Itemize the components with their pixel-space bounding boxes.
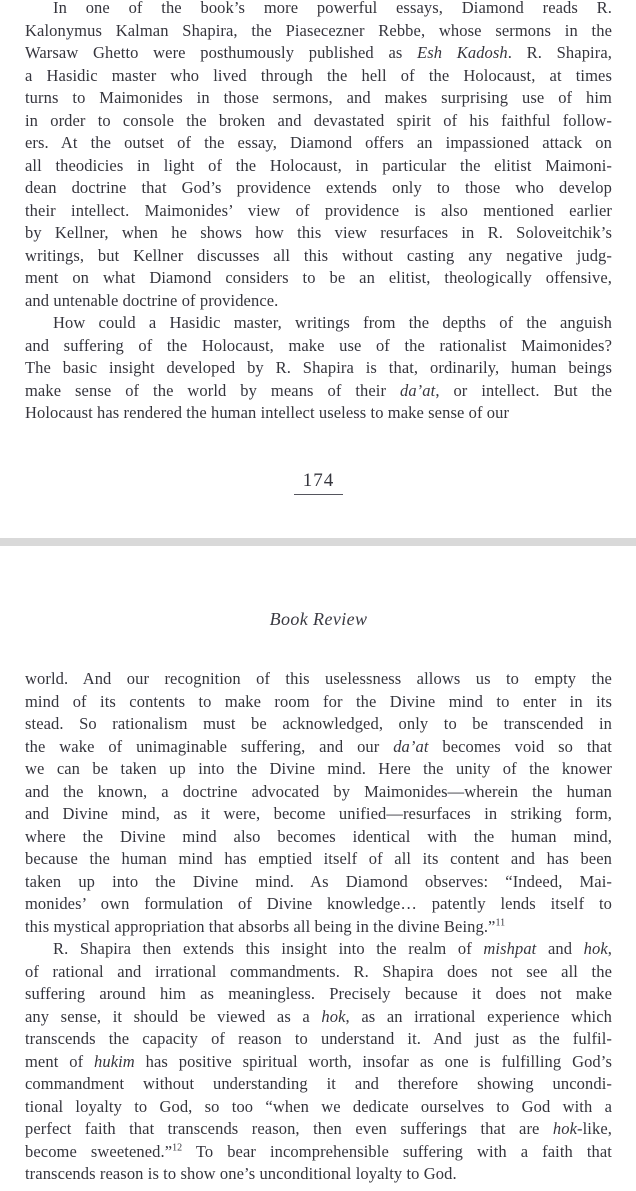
text-segment: taken up into the Divine mind. As Diamond observes: “Indeed, Mai- xyxy=(25,871,612,891)
text-segment: ers. At the outset of the essay, Diamond offers an impassioned attack on xyxy=(25,133,612,152)
text-line xyxy=(25,983,612,1006)
italic-term: da’at xyxy=(399,380,436,400)
text-line xyxy=(25,736,612,759)
text-line xyxy=(25,267,612,290)
text-line xyxy=(25,1006,612,1029)
text-segment: commandment without understanding it and therefore showing uncondi- xyxy=(25,1074,612,1093)
text-segment: ment on what Diamond considers to be an elitist, theologically offensive, xyxy=(25,268,612,287)
text-line xyxy=(25,380,612,403)
text-line xyxy=(25,245,612,268)
text-segment: all theodicies in light of the Holocaust, in particular the elitist Maimoni- xyxy=(25,155,612,175)
body-text-bottom xyxy=(25,668,612,1186)
text-segment: monides’ own formulation of Divine knowledge… patently lends itself to xyxy=(25,894,612,913)
italic-term: hok xyxy=(321,1006,346,1026)
text-line xyxy=(25,42,612,65)
text-segment: their intellect. Maimonides’ view of providence is also mentioned earlier xyxy=(25,200,612,220)
footnote-ref: 12 xyxy=(172,1142,183,1153)
text-line xyxy=(25,781,612,804)
page-number-wrap xyxy=(25,469,612,495)
text-segment: becomes void so that xyxy=(428,736,612,756)
italic-term: hok xyxy=(583,939,608,958)
text-line xyxy=(25,20,612,43)
paragraph xyxy=(25,0,612,312)
text-segment: dean doctrine that God’s providence extends only to those who develop xyxy=(25,178,612,197)
text-segment: become sweetened.” xyxy=(25,1141,173,1161)
text-segment: Holocaust has rendered the human intellect useless to make sense of our xyxy=(25,403,510,422)
text-line xyxy=(25,1051,612,1074)
page-top xyxy=(0,0,636,538)
text-line xyxy=(25,1096,612,1119)
text-segment: any sense, it should be viewed as a xyxy=(25,1006,322,1026)
text-segment: world. And our recognition of this uselessness allows us to empty the xyxy=(25,669,612,688)
page-separator xyxy=(0,538,636,546)
text-line xyxy=(25,177,612,200)
text-segment: , or intellect. But the xyxy=(435,380,612,400)
text-segment: the wake of unimaginable suffering, and our xyxy=(25,736,394,756)
text-segment: has positive spiritual worth, insofar as one is fulfilling God’s xyxy=(134,1051,612,1071)
text-line xyxy=(25,402,612,425)
text-line xyxy=(25,893,612,916)
text-segment: In one of the book’s more powerful essays, Diamond reads R. xyxy=(53,0,612,17)
text-line xyxy=(25,938,612,961)
text-segment: Warsaw Ghetto were posthumously published as xyxy=(25,43,418,62)
paragraph xyxy=(25,668,612,938)
text-segment: ment of xyxy=(25,1051,94,1071)
running-header: Book Review xyxy=(269,609,368,629)
text-segment: of rational and irrational commandments. R. Shapira does not see all the xyxy=(25,961,612,981)
text-segment: , as an irrational experience which xyxy=(345,1006,613,1026)
text-segment: writings, but Kellner discusses all this without casting any negative judg- xyxy=(25,245,612,265)
text-segment: R. Shapira then extends this insight into the realm of xyxy=(53,939,484,958)
text-line xyxy=(25,335,612,358)
text-segment: perfect faith that transcends reason, then even sufferings that are xyxy=(25,1119,553,1138)
text-segment: this mystical appropriation that absorbs all being in the divine Being.” xyxy=(25,916,496,936)
text-line xyxy=(25,155,612,178)
text-segment: a Hasidic master who lived through the hell of the Holocaust, at times xyxy=(25,65,612,85)
text-line xyxy=(25,1163,612,1186)
text-line xyxy=(25,290,612,313)
text-line xyxy=(25,312,612,335)
footnote-ref: 11 xyxy=(495,917,506,928)
text-segment: and Divine mind, as it were, become unified—resurfaces in striking form, xyxy=(25,804,612,823)
text-segment: turns to Maimonides in those sermons, and makes surprising use of him xyxy=(25,88,612,107)
italic-term: mishpat xyxy=(483,939,537,958)
text-segment: , xyxy=(607,939,612,958)
text-segment: The basic insight developed by R. Shapira is that, ordinarily, human beings xyxy=(25,358,612,377)
text-line xyxy=(25,87,612,110)
paragraph xyxy=(25,938,612,1186)
text-segment: To bear incomprehensible suffering with a faith that xyxy=(182,1141,612,1161)
text-line xyxy=(25,668,612,691)
text-segment: tional loyalty to God, so too “when we dedicate ourselves to God with a xyxy=(25,1096,612,1116)
italic-term: hok xyxy=(552,1119,578,1138)
text-segment: and suffering of the Holocaust, make use of the rationalist Maimonides? xyxy=(25,335,612,355)
text-segment: where the Divine mind also becomes identical with the human mind, xyxy=(25,826,612,846)
text-line xyxy=(25,1028,612,1051)
text-segment: How could a Hasidic master, writings from the depths of the anguish xyxy=(53,313,612,332)
text-segment: make sense of the world by means of their xyxy=(25,380,400,400)
italic-term: da’at xyxy=(393,736,429,756)
text-line xyxy=(25,848,612,871)
text-line xyxy=(25,713,612,736)
text-line xyxy=(25,691,612,714)
page-number: 174 xyxy=(294,469,344,495)
text-line xyxy=(25,0,612,20)
text-line xyxy=(25,803,612,826)
text-line xyxy=(25,871,612,894)
text-segment: we can be taken up into the Divine mind. Here the unity of the knower xyxy=(25,759,612,778)
text-line xyxy=(25,1141,612,1164)
paragraph xyxy=(25,312,612,425)
text-line xyxy=(25,826,612,849)
text-segment: in order to console the broken and devastated spirit of his faithful follow- xyxy=(25,110,612,130)
text-line xyxy=(25,961,612,984)
text-line xyxy=(25,916,612,939)
body-text-top xyxy=(25,0,612,425)
text-segment: stead. So rationalism must be acknowledged, only to be transcended in xyxy=(25,714,612,733)
text-segment: transcends reason is to show one’s unconditional loyalty to God. xyxy=(25,1164,457,1183)
text-segment: by Kellner, when he shows how this view resurfaces in R. Soloveitchik’s xyxy=(25,223,612,242)
text-segment: and untenable doctrine of providence. xyxy=(25,290,279,310)
text-segment: because the human mind has emptied itself of all its content and has been xyxy=(25,849,612,868)
text-line xyxy=(25,1073,612,1096)
text-line xyxy=(25,132,612,155)
text-segment: transcends the capacity of reason to understand it. And just as the fulfil- xyxy=(25,1029,612,1048)
text-segment: . R. Shapira, xyxy=(507,43,612,62)
text-line xyxy=(25,222,612,245)
text-segment: -like, xyxy=(577,1119,612,1138)
page-bottom xyxy=(0,608,636,1186)
text-line xyxy=(25,1118,612,1141)
text-line xyxy=(25,357,612,380)
italic-term: Esh Kadosh xyxy=(417,43,508,62)
text-line xyxy=(25,65,612,88)
text-line xyxy=(25,110,612,133)
text-segment: and the known, a doctrine advocated by Maimonides—wherein the human xyxy=(25,781,612,801)
italic-term: hukim xyxy=(94,1051,135,1071)
text-line xyxy=(25,758,612,781)
text-segment: Kalonymus Kalman Shapira, the Piasecezner Rebbe, whose sermons in the xyxy=(25,20,612,40)
text-segment: suffering around him as meaningless. Precisely because it does not make xyxy=(25,984,612,1003)
text-line xyxy=(25,200,612,223)
text-segment: mind of its contents to make room for the Divine mind to enter in its xyxy=(25,691,612,711)
text-segment: and xyxy=(536,939,584,958)
